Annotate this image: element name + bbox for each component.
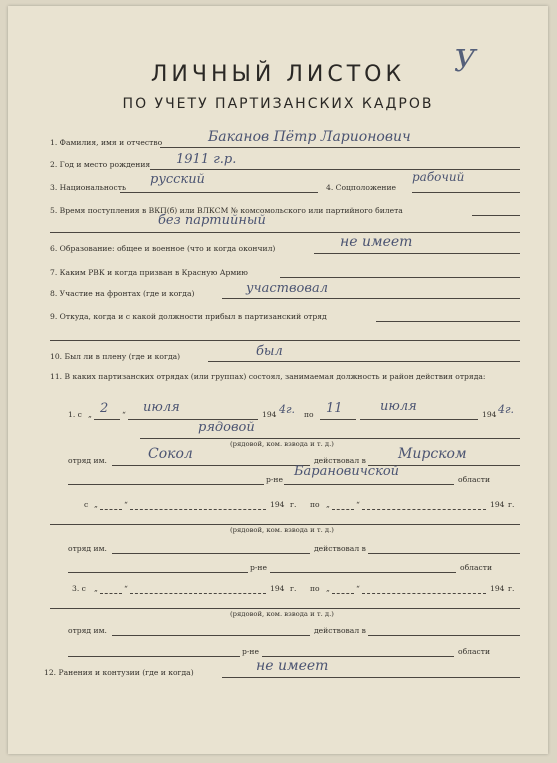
- entry-3-prefix: 3. с: [72, 584, 86, 593]
- entry-1-region: Барановичской: [294, 464, 400, 479]
- entry-2-quote-close: “: [124, 500, 128, 509]
- entry-3-place-line: [368, 635, 520, 636]
- entry-3-year-to-unit: г.: [508, 584, 515, 593]
- entry-3-post-line: [50, 608, 520, 609]
- field-9-line-b: [50, 340, 520, 341]
- entry-2-day-to-line: [332, 509, 354, 510]
- field-10-value: был: [256, 344, 283, 359]
- field-5-label: 5. Время поступления в ВКП(б) или ВЛКСМ № комсомольского или партийного билета: [50, 206, 403, 215]
- page-title: ЛИЧНЫЙ ЛИСТОК: [150, 62, 406, 87]
- field-5-value: без партийный: [158, 213, 266, 228]
- entry-1-quote-close: “: [122, 410, 126, 419]
- entry-1-district-line: [68, 484, 264, 485]
- field-2-label: 2. Год и место рождения: [50, 160, 151, 169]
- entry-1-day-from-line: [94, 419, 120, 420]
- entry-2-to-label: по: [310, 500, 320, 509]
- field-9-label: 9. Откуда, когда и с какой должности прибыл в партизанский отряд: [50, 312, 327, 321]
- entry-2-region-label: области: [460, 563, 493, 572]
- entry-2-quote-open-to: „: [326, 500, 330, 509]
- entry-1-prefix: 1. с: [68, 410, 82, 419]
- entry-3-region-label: области: [458, 647, 491, 656]
- entry-1-region-label: области: [458, 475, 491, 484]
- field-8-label: 8. Участие на фронтах (где и когда): [50, 289, 195, 298]
- entry-2-place-line: [368, 553, 520, 554]
- entry-3-year-to: 194: [490, 584, 505, 593]
- field-5-line-a: [472, 215, 520, 216]
- field-2-line: [150, 169, 520, 170]
- entry-1-detachment-label: отряд им.: [68, 456, 107, 465]
- entry-3-quote-close-to: “: [356, 584, 360, 593]
- field-2-value: 1911 г.р.: [176, 152, 237, 167]
- entry-3-region-line: [262, 656, 454, 657]
- field-9-line-a: [376, 321, 520, 322]
- entry-1-region-line: [284, 484, 454, 485]
- field-1-value: Баканов Пётр Ларионович: [208, 129, 411, 145]
- entry-3-post-hint: (рядовой, ком. взвода и т. д.): [230, 610, 334, 618]
- field-6-label: 6. Образование: общее и военное (что и когда окончил): [50, 244, 276, 253]
- field-11-label: 11. В каких партизанских отрядах (или группах) состоял, занимаемая должность и район действия отряда:: [50, 372, 486, 381]
- field-4-line: [412, 192, 520, 193]
- field-7-line: [280, 277, 520, 278]
- entry-3-day-from-line: [100, 593, 122, 594]
- entry-1-day-to-line: [320, 419, 356, 420]
- field-10-line: [208, 361, 520, 362]
- page-subtitle: ПО УЧЕТУ ПАРТИЗАНСКИХ КАДРОВ: [122, 96, 434, 112]
- entry-2-day-from-line: [100, 509, 122, 510]
- entry-3-year-from-unit: г.: [290, 584, 297, 593]
- entry-2-district-line: [68, 572, 248, 573]
- entry-1-detachment-line: [112, 465, 310, 466]
- field-6-value: не имеет: [340, 234, 413, 250]
- entry-1-month-to: июля: [380, 399, 417, 414]
- entry-2-year-from: 194: [270, 500, 285, 509]
- entry-1-year-from: 194: [262, 410, 277, 419]
- entry-1-to-label: по: [304, 410, 314, 419]
- entry-1-year-to: 194: [482, 410, 497, 419]
- entry-3-month-to-line: [362, 593, 486, 594]
- entry-2-quote-close-to: “: [356, 500, 360, 509]
- entry-3-month-from-line: [130, 593, 266, 594]
- entry-1-year-to-hw: 4г.: [498, 403, 515, 416]
- entry-3-quote-open: „: [94, 584, 98, 593]
- entry-1-acted-label: действовал в: [314, 456, 366, 465]
- entry-3-district-label: р-не: [242, 647, 259, 656]
- field-8-value: участвовал: [246, 281, 328, 296]
- entry-2-month-to-line: [362, 509, 486, 510]
- entry-2-post-hint: (рядовой, ком. взвода и т. д.): [230, 526, 334, 534]
- entry-2-detachment-line: [112, 553, 310, 554]
- entry-1-detachment: Сокол: [148, 446, 193, 462]
- entry-1-day-to: 11: [326, 401, 343, 416]
- entry-1-post-line: [140, 438, 520, 439]
- corner-mark: У: [454, 44, 476, 79]
- field-10-label: 10. Был ли в плену (где и когда): [50, 352, 181, 361]
- entry-2-year-to: 194: [490, 500, 505, 509]
- entry-3-district-line: [68, 656, 240, 657]
- field-6-line: [314, 253, 520, 254]
- field-3-value: русский: [150, 172, 205, 187]
- entry-3-to-label: по: [310, 584, 320, 593]
- entry-1-month-from: июля: [143, 400, 180, 415]
- entry-3-quote-close: “: [124, 584, 128, 593]
- entry-1-day-from: 2: [100, 401, 109, 416]
- entry-1-district-label: р-не: [266, 475, 283, 484]
- field-4-label: 4. Соцположение: [326, 183, 397, 192]
- field-3-label: 3. Национальность: [50, 183, 127, 192]
- entry-1-post: рядовой: [198, 420, 255, 435]
- entry-2-prefix: с: [84, 500, 89, 509]
- field-5-line-b: [50, 232, 520, 233]
- field-3-line: [120, 192, 318, 193]
- field-12-line: [222, 677, 520, 678]
- field-1-line: [160, 147, 520, 148]
- entry-2-detachment-label: отряд им.: [68, 544, 107, 553]
- entry-2-region-line: [270, 572, 456, 573]
- entry-2-acted-label: действовал в: [314, 544, 366, 553]
- field-12-value: не имеет: [256, 658, 329, 674]
- entry-2-post-line: [50, 524, 520, 525]
- entry-1-post-hint: (рядовой, ком. взвода и т. д.): [230, 440, 334, 448]
- field-8-line: [222, 298, 520, 299]
- entry-3-acted-label: действовал в: [314, 626, 366, 635]
- entry-3-detachment-label: отряд им.: [68, 626, 107, 635]
- field-12-label: 12. Ранения и контузии (где и когда): [44, 668, 194, 677]
- entry-1-year-from-hw: 4г.: [279, 403, 296, 416]
- entry-3-day-to-line: [332, 593, 354, 594]
- entry-1-place: Мирском: [398, 446, 467, 462]
- entry-3-quote-open-to: „: [326, 584, 330, 593]
- entry-2-district-label: р-не: [250, 563, 267, 572]
- entry-2-month-from-line: [130, 509, 266, 510]
- entry-3-year-from: 194: [270, 584, 285, 593]
- entry-1-month-to-line: [360, 419, 478, 420]
- entry-2-year-from-unit: г.: [290, 500, 297, 509]
- field-7-label: 7. Каким РВК и когда призван в Красную Армию: [50, 268, 248, 277]
- form-sheet: [8, 6, 548, 754]
- field-1-label: 1. Фамилия, имя и отчество: [50, 138, 163, 147]
- entry-2-year-to-unit: г.: [508, 500, 515, 509]
- entry-3-detachment-line: [112, 635, 310, 636]
- field-4-value: рабочий: [412, 170, 465, 184]
- entry-1-quote-open: „: [88, 410, 92, 419]
- entry-2-quote-open: „: [94, 500, 98, 509]
